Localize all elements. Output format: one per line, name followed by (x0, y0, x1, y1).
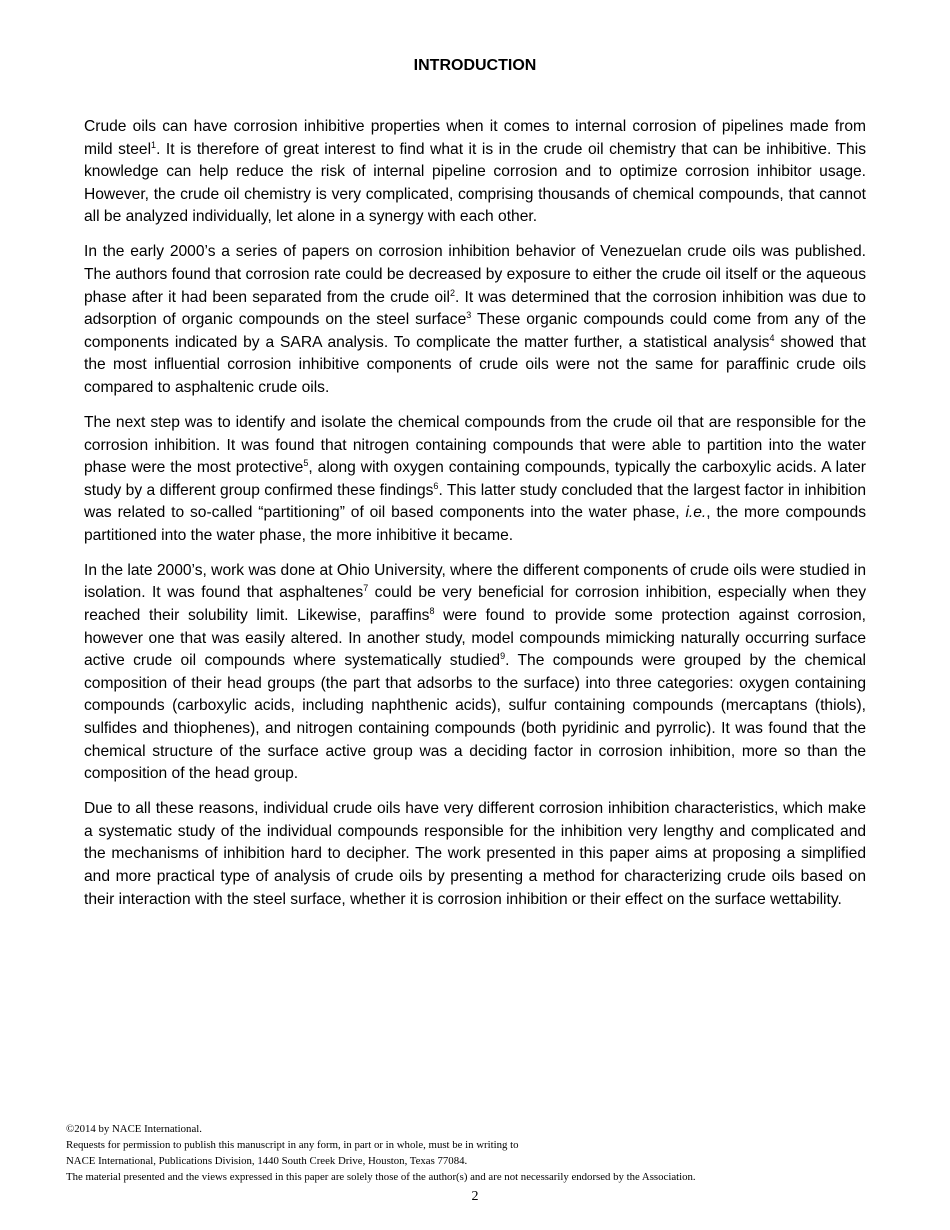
text-run: i.e. (685, 504, 707, 522)
text-run: These organic compounds could come from any of the components indicated by a SARA analysis. To complicate the matter further, a statistical analysis (84, 311, 866, 351)
footer-line: NACE International, Publications Division, 1440 South Creek Drive, Houston, Texas 77084. (66, 1155, 468, 1167)
text-run: The next step was to identify and isolate the chemical compounds from the crude oil that are responsible for the corrosion inhibition. It was found that nitrogen containing compounds that were able to partition into the water phase were the most protective (84, 413, 866, 477)
citation-ref: 4 (769, 332, 775, 343)
page-number: 2 (471, 1189, 479, 1204)
citation-ref: 7 (363, 583, 369, 594)
text-run: , the more compounds partitioned into the water phase, the more inhibitive it became. (84, 504, 866, 544)
citation-ref: 8 (429, 606, 435, 617)
text-run: could be very beneficial for corrosion inhibition, especially when they reached their solubility limit. Likewise, paraffins (84, 584, 866, 625)
citation-ref: 1 (151, 139, 157, 150)
text-run: . It was determined that the corrosion inhibition was due to adsorption of organic compounds on the steel surface (84, 288, 866, 329)
text-run: , along with oxygen containing compounds, typically the carboxylic acids. A later study by a different group confirmed these findings (84, 459, 866, 499)
text-run: were found to provide some protection against corrosion, however one that was easily altered. In another study, model compounds mimicking naturally occurring surface active crude oil compounds where systematically studied (84, 607, 866, 670)
paragraph (84, 560, 866, 786)
text-run: . This latter study concluded that the largest factor in inhibition was related to so-called “partitioning” of oil based components into the water phase, (84, 481, 866, 522)
footer-line: Requests for permission to publish this manuscript in any form, in part or in whole, must be in writing to (66, 1139, 519, 1151)
text-run: In the early 2000’s a series of papers on corrosion inhibition behavior of Venezuelan crude oils was published. The authors found that corrosion rate could be decreased by exposure to either the crude oil itself or the aqueous phase after it had been separated from the crude oil (84, 243, 866, 306)
text-run: . It is therefore of great interest to find what it is in the crude oil chemistry that can be inhibitive. This knowledge can help reduce the risk of internal pipeline corrosion and to optimize corrosion inhibitor usage. However, the crude oil chemistry is very complicated, comprising thousands of chemical compounds, that cannot all be analyzed individually, let alone in a synergy with each other. (84, 140, 866, 226)
citation-ref: 9 (500, 651, 506, 662)
text-run: In the late 2000’s, work was done at Ohio University, where the different components of crude oils were studied in isolation. It was found that asphaltenes (84, 561, 866, 602)
citation-ref: 2 (449, 287, 455, 298)
footer-line: The material presented and the views expressed in this paper are solely those of the author(s) and are not necessarily endorsed by the Association. (66, 1171, 696, 1183)
text-run: Due to all these reasons, individual crude oils have very different corrosion inhibition characteristics, which make a systematic study of the individual compounds responsible for the inhibition very lengthy and complicated and the mechanisms of inhibition hard to decipher. The work presented in this paper aims at proposing a simplified and more practical type of analysis of crude oils by presenting a method for characterizing crude oils based on their interaction with the steel surface, whether it is corrosion inhibition or their effect on the surface wettability. (84, 800, 866, 908)
citation-ref: 5 (303, 458, 309, 469)
paragraph (84, 241, 866, 399)
text-run: Crude oils can have corrosion inhibitive properties when it comes to internal corrosion of pipelines made from mild steel (84, 118, 866, 158)
footer-line: ©2014 by NACE International. (66, 1123, 202, 1135)
paragraph (84, 116, 866, 229)
paragraph (84, 798, 866, 911)
paragraph (84, 412, 866, 548)
text-run: . The compounds were grouped by the chemical composition of their head groups (the part that adsorbs to the surface) into three categories: oxygen containing compounds (carboxylic acids, including naphthenic acids), sulfur containing compounds (mercaptans (thiols), sulfides and thiophenes), and nitrogen containing compounds (both pyridinic and pyrrolic). It was found that the chemical structure of the surface active group was a deciding factor in corrosion inhibition, more so than the composition of the head group. (84, 652, 866, 783)
footer-notice (66, 1121, 696, 1185)
citation-ref: 3 (466, 310, 472, 321)
citation-ref: 6 (433, 480, 439, 491)
section-heading: INTRODUCTION (413, 57, 537, 74)
text-run: showed that the most influential corrosion inhibitive components of crude oils were not the same for paraffinic crude oils compared to asphaltenic crude oils. (84, 333, 866, 396)
body-text (84, 116, 866, 924)
